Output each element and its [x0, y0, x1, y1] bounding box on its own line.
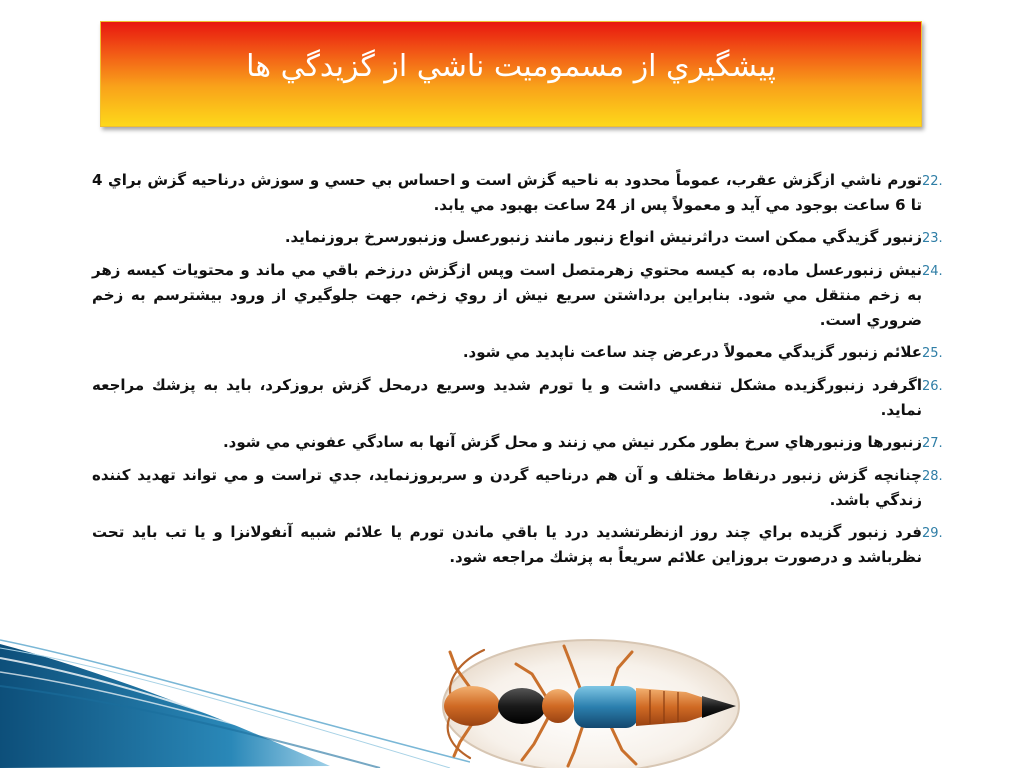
item-number: 27.	[922, 436, 943, 451]
item-text: زنبور گزيدگي ممكن است دراثرنيش انواع زنبور مانند زنبورعسل وزنبورسرخ بروزنمايد.	[284, 228, 922, 246]
item-number: 23.	[922, 231, 943, 246]
list-item	[92, 340, 946, 366]
item-text: تورم ناشي ازگزش عقرب، عموماً محدود به ناحيه گزش است و احساس بي حسي و سوزش درناحيه گزش براي 4 تا 6 ساعت بوجود مي آيد و معمولاً پس از 24 ساعت بهبود مي يابد.	[92, 171, 922, 214]
slide-title: پيشگيري از مسموميت ناشي از گزيدگي ها	[246, 48, 776, 84]
item-text: اگرفرد زنبورگزيده مشكل تنفسي داشت و يا تورم شديد وسريع درمحل گزش بروزكرد، بايد به پزشك مراجعه نمايد.	[92, 376, 922, 419]
list-item	[92, 373, 946, 423]
item-number: 25.	[922, 346, 943, 361]
list-item	[92, 225, 946, 251]
title-banner	[100, 21, 922, 127]
rove-beetle-icon	[436, 634, 746, 768]
item-text: فرد زنبور گزيده براي چند روز ازنظرتشديد درد يا باقي ماندن تورم يا علائم شبيه آنفولانزا و يا تب بايد تحت نظرباشد و درصورت بروزاين علائم سريعاً به پزشك مراجعه شود.	[92, 523, 922, 566]
item-number: 24.	[922, 264, 943, 279]
item-text: زنبورها وزنبورهاي سرخ بطور مكرر نيش مي زنند و محل گزش آنها به سادگي عفوني مي شود.	[222, 433, 922, 451]
content-list	[92, 168, 946, 577]
item-number: 26.	[922, 379, 943, 394]
item-number: 22.	[922, 174, 943, 189]
list-item	[92, 258, 946, 333]
item-text: نيش زنبورعسل ماده، به كيسه محتوي زهرمتصل است وپس ازگزش درزخم باقي مي ماند و محتويات كيسه زهر به زخم منتقل مي شود. بنابراين برداشتن سريع نيش از روي زخم، جهت جلوگيري از ورود بيشترسم به زخم ضروري است.	[92, 261, 922, 329]
list-item	[92, 463, 946, 513]
list-item	[92, 520, 946, 570]
list-item	[92, 168, 946, 218]
item-number: 29.	[922, 526, 943, 541]
blue-wave-lines-icon	[0, 638, 470, 768]
item-text: چنانچه گزش زنبور درنقاط مختلف و آن هم درناحيه گردن و سربروزنمايد، جدي تراست و مي تواند تهديد كننده زندگي باشد.	[92, 466, 922, 509]
list-item	[92, 430, 946, 456]
item-number: 28.	[922, 469, 943, 484]
insect-image	[436, 634, 746, 768]
item-text: علائم زنبور گزيدگي معمولاً درعرض چند ساعت ناپديد مي شود.	[462, 343, 922, 361]
